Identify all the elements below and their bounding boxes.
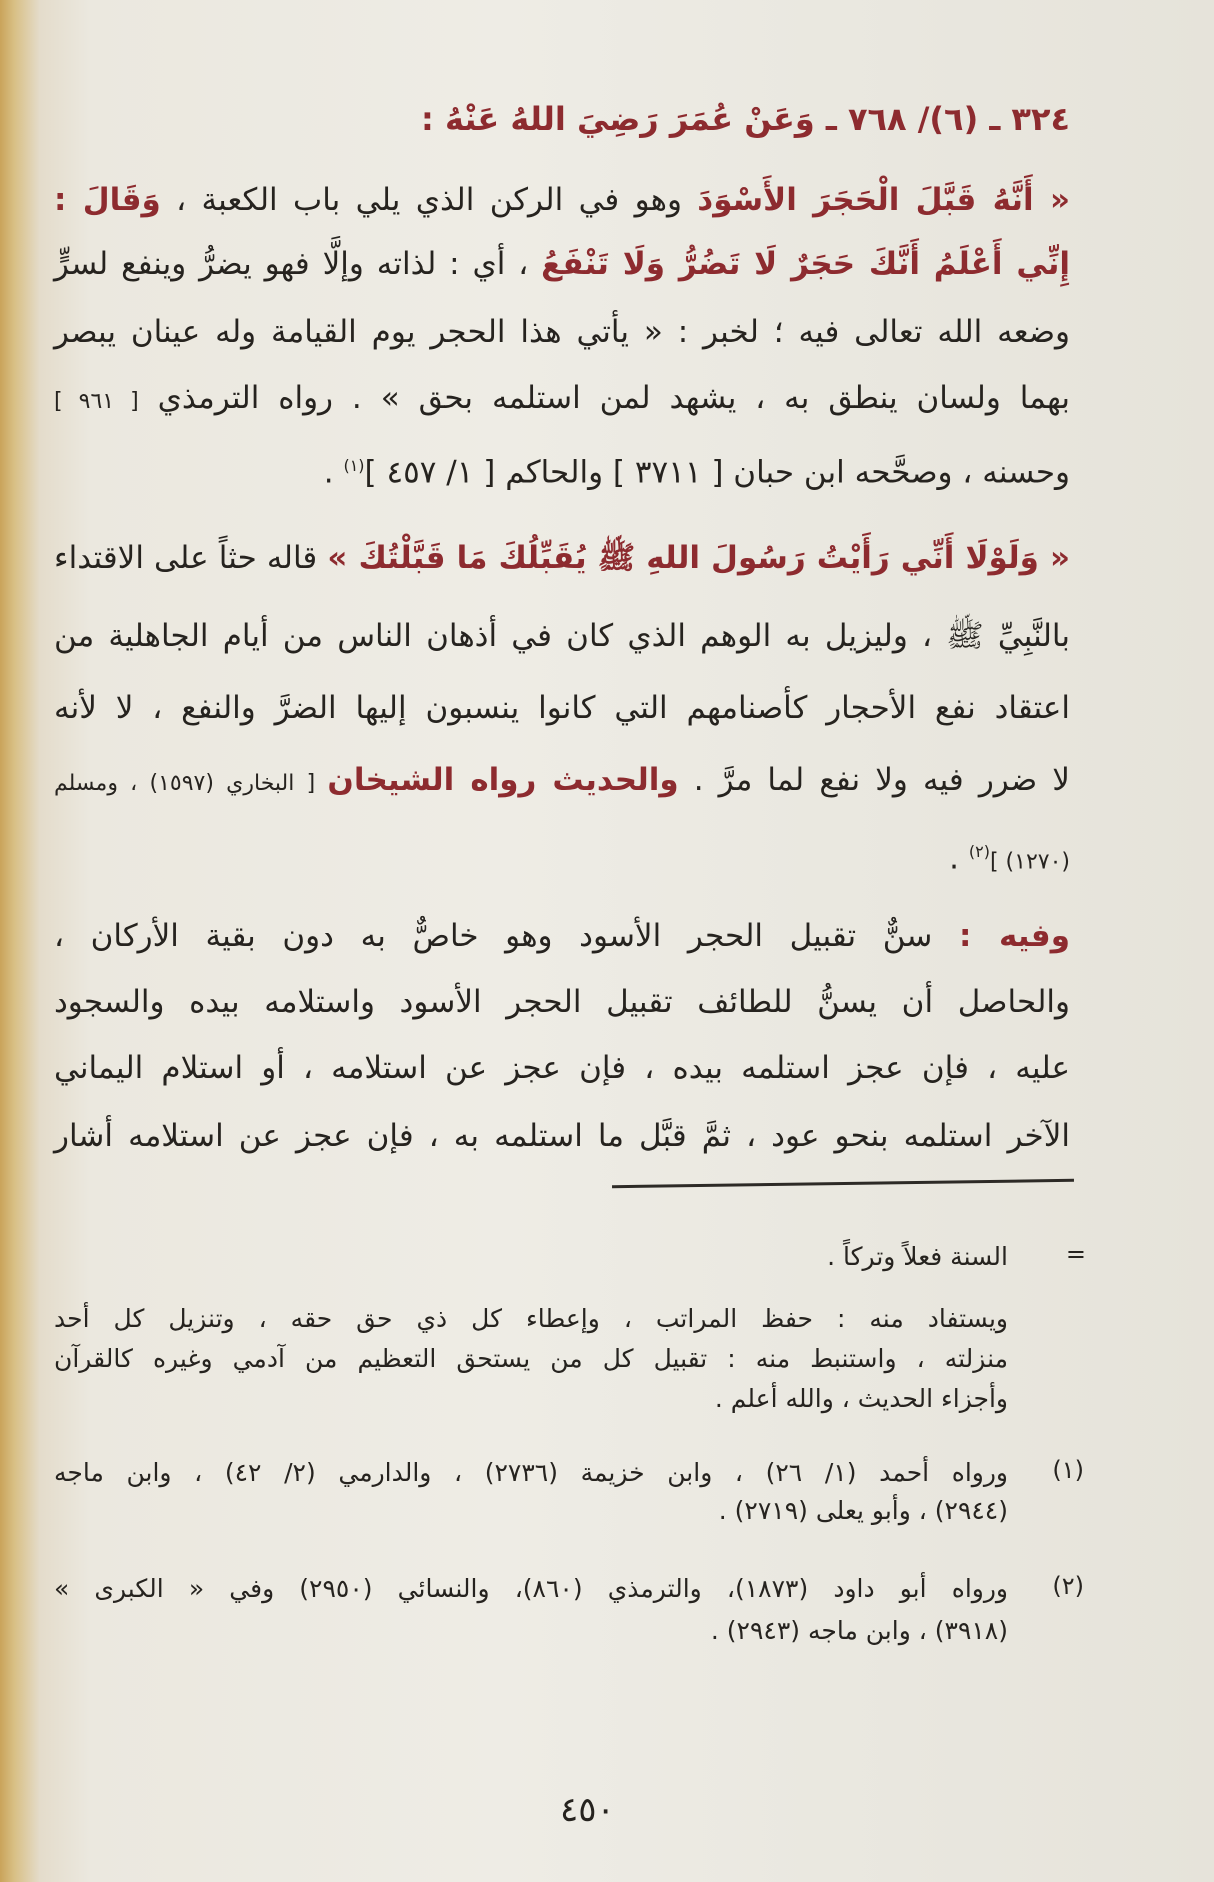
page-number: ٤٥٠ [560,1790,615,1830]
body-line [54,914,1070,958]
footnote-line: (٢٩٤٤) ، وأبو يعلى (٢٧١٩) . [718,1496,1008,1525]
footnote-line: ويستفاد منه : حفظ المراتب ، وإعطاء كل ذي حق حقه ، وتنزيل كل أحد [54,1304,1008,1333]
body-line [54,536,1070,580]
commentary-text: والحاصل أن يسنُّ للطائف تقبيل الحجر الأسود واستلامه بيده والسجود [54,984,1070,1020]
footnote-line: منزلته ، واستنبط منه : تقبيل كل من يستحق التعظيم من آدمي وغيره كالقرآن [54,1344,1008,1373]
commentary-text: وحسنه ، وصحَّحه ابن حبان [ ٣٧١١ ] والحاكم [ ١/ ٤٥٧ ] [364,454,1070,491]
hadith-text: إِنِّي أَعْلَمُ أَنَّكَ حَجَرٌ لَا تَضُرُّ وَلَا تَنْفَعُ [541,246,1070,282]
footnote-line: وأجزاء الحديث ، والله أعلم . [714,1384,1008,1413]
hadith-text: وفيه : [959,918,1070,954]
body-line [54,830,1070,877]
commentary-text: وضعه الله تعالى فيه ؛ لخبر : « يأتي هذا الحجر يوم القيامة وله عينان يبصر [54,314,1070,350]
hadith-text: والحديث رواه الشيخان [327,762,679,798]
footnote-marker-2: (٢) [1052,1572,1084,1600]
commentary-text: ، أي : لذاته وإلَّا فهو يضرُّ وينفع لسرٍّ [54,246,542,282]
commentary-text: اعتقاد نفع الأحجار كأصنامهم التي كانوا ينسبون إليها الضرَّ والنفع ، لا لأنه [54,690,1070,726]
footnote-ref: (٢) [968,842,990,861]
footnote-line: (٣٩١٨) ، وابن ماجه (٢٩٤٣) . [710,1616,1008,1645]
footnote-line: السنة فعلاً وتركاً . [827,1242,1008,1271]
body-line [54,980,1070,1024]
footnote-divider [612,1179,1074,1188]
footnote-line: ورواه أحمد (١/ ٢٦) ، وابن خزيمة (٢٧٣٦) ، والدارمي (٢/ ٤٢) ، وابن ماجه [54,1458,1008,1487]
body-line [54,310,1070,354]
body-line [54,178,1070,222]
hadith-text: « أَنَّهُ قَبَّلَ الْحَجَرَ الأَسْوَدَ [697,182,1070,218]
commentary-text: . [949,840,969,877]
footnote-continuation-mark: = [1065,1240,1086,1268]
commentary-text: سنٌّ تقبيل الحجر الأسود وهو خاصٌّ به دون بقية الأركان ، [54,918,959,954]
body-line [54,614,1070,658]
body-line [54,758,1070,802]
commentary-text: لا ضرر فيه ولا نفع لما مرَّ . [678,762,1070,798]
hadith-text: وَقَالَ : [54,182,161,218]
commentary-text: عليه ، فإن عجز استلمه بيده ، فإن عجز عن استلامه ، أو استلام اليماني [54,1050,1070,1086]
footnote-ref: (١) [343,456,365,475]
hadith-text: « وَلَوْلَا أَنِّي رَأَيْتُ رَسُولَ اللهِ ﷺ يُقَبِّلُكَ مَا قَبَّلْتُكَ » [327,540,1070,576]
body-line [54,1114,1070,1158]
hadith-heading: ٣٢٤ ـ (٦)/ ٧٦٨ ـ وَعَنْ عُمَرَ رَضِيَ اللهُ عَنْهُ : [421,100,1070,138]
footnote-line: ورواه أبو داود (١٨٧٣)، والترمذي (٨٦٠)، والنسائي (٢٩٥٠) وفي « الكبرى » [54,1574,1008,1603]
body-line [54,376,1070,420]
body-line [54,444,1070,491]
commentary-text: الآخر استلمه بنحو عود ، ثمَّ قبَّل ما استلمه به ، فإن عجز عن استلامه أشار [54,1118,1070,1154]
commentary-text: بالنَّبِيِّ ﷺ ، وليزيل به الوهم الذي كان في أذهان الناس من أيام الجاهلية من [54,618,1070,654]
commentary-text: [ البخاري (١٥٩٧) ، ومسلم [54,771,328,796]
body-line [54,242,1070,286]
commentary-text: (١٢٧٠) ] [989,849,1070,875]
commentary-text: بهما ولسان ينطق به ، يشهد لمن استلمه بحق » . رواه الترمذي [138,380,1071,416]
commentary-text: قاله حثاً على الاقتداء [54,540,328,576]
body-line [54,686,1070,730]
footnote-marker-1: (١) [1052,1456,1084,1484]
commentary-text: . [323,454,344,491]
commentary-text: وهو في الركن الذي يلي باب الكعبة ، [160,182,698,218]
body-line [54,1046,1070,1090]
commentary-text: [ ٩٦١ ] [54,389,139,414]
